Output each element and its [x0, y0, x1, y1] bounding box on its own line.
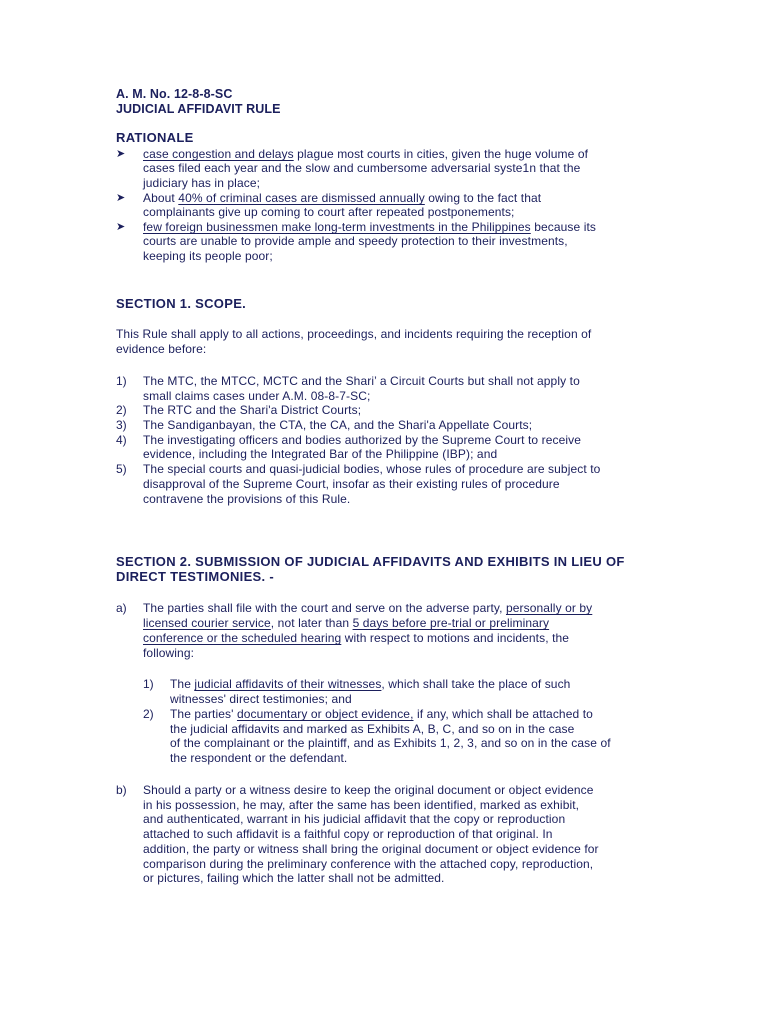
underlined-phrase: personally or by — [505, 601, 593, 615]
section-2-a-sub-1-line-2: witnesses' direct testimonies; and — [170, 692, 352, 706]
section-2-b-line-7: or pictures, failing which the latter shall not be admitted. — [143, 871, 445, 885]
rationale-bullet-3-line-2: courts are unable to provide ample and speedy protection to their investments, — [143, 234, 568, 248]
section-2-a-line-3: conference or the scheduled hearing with respect to motions and incidents, the — [143, 631, 570, 645]
underlined-phrase: case congestion and delays — [143, 147, 294, 161]
bullet-arrow-icon: ➤ — [116, 148, 126, 160]
bullet-arrow-icon: ➤ — [116, 221, 126, 233]
rationale-bullet-3-line-1: few foreign businessmen make long-term investments in the Philippines because its — [143, 220, 597, 234]
underlined-phrase: 5 days before pre-trial or preliminary — [352, 616, 550, 630]
section-2-a-line-1: The parties shall file with the court and serve on the adverse party, personally or by — [143, 601, 593, 615]
list-letter: a) — [116, 601, 127, 615]
list-number: 1) — [143, 677, 154, 691]
section-2-b-line-4: attached to such affidavit is a faithful copy or reproduction of that original. In — [143, 827, 553, 841]
section-2-heading-line-2: DIRECT TESTIMONIES. - — [116, 569, 274, 584]
document-title: JUDICIAL AFFIDAVIT RULE — [116, 102, 281, 116]
section-1-intro-line-1: This Rule shall apply to all actions, proceedings, and incidents requiring the reception of — [116, 327, 592, 341]
rationale-bullet-2-line-1: About 40% of criminal cases are dismissed annually owing to the fact that — [143, 191, 542, 205]
list-number: 2) — [116, 403, 127, 417]
rationale-bullet-3-line-3: keeping its people poor; — [143, 249, 273, 263]
rationale-bullet-1-line-1: case congestion and delays plague most courts in cities, given the huge volume of — [143, 147, 589, 161]
underlined-phrase: few foreign businessmen make long-term investments in the Philippines — [143, 220, 531, 234]
underlined-phrase: 40% of criminal cases are dismissed annually — [178, 191, 425, 205]
list-number: 2) — [143, 707, 154, 721]
section-2-a-sub-2-line-1: The parties' documentary or object evidence, if any, which shall be attached to — [170, 707, 593, 721]
section-2-a-sub-2-line-2: the judicial affidavits and marked as Exhibits A, B, C, and so on in the case — [170, 722, 575, 736]
section-1-intro-line-2: evidence before: — [116, 342, 207, 356]
underlined-phrase: documentary or object evidence, — [236, 707, 414, 721]
section-1-item-4-line-1: The investigating officers and bodies authorized by the Supreme Court to receive — [143, 433, 582, 447]
section-1-item-5-line-2: disapproval of the Supreme Court, insofar as their existing rules of procedure — [143, 477, 560, 491]
section-1-item-1-line-1: The MTC, the MTCC, MCTC and the Shari’ a Circuit Courts but shall not apply to — [143, 374, 580, 388]
section-2-heading-line-1: SECTION 2. SUBMISSION OF JUDICIAL AFFIDAVITS AND EXHIBITS IN LIEU OF — [116, 554, 625, 569]
underlined-phrase: judicial affidavits of their witnesses — [194, 677, 382, 691]
list-number: 4) — [116, 433, 127, 447]
bullet-arrow-icon: ➤ — [116, 192, 126, 204]
rationale-bullet-1-line-3: judiciary has in place; — [143, 176, 261, 190]
section-2-b-line-3: and authenticated, warrant in his judicial affidavit that the copy or reproduction — [143, 812, 566, 826]
section-1-item-3-line-1: The Sandiganbayan, the CTA, the CA, and the Shari'a Appellate Courts; — [143, 418, 533, 432]
list-number: 1) — [116, 374, 127, 388]
section-1-item-1-line-2: small claims cases under A.M. 08-8-7-SC; — [143, 389, 371, 403]
underlined-phrase: licensed courier service — [143, 616, 271, 630]
rationale-bullet-1-line-2: cases filed each year and the slow and cumbersome adversarial syste1n that the — [143, 161, 581, 175]
section-2-a-line-2: licensed courier service, not later than 5 days before pre-trial or preliminary — [143, 616, 550, 630]
section-1-item-2-line-1: The RTC and the Shari'a District Courts; — [143, 403, 362, 417]
list-number: 5) — [116, 462, 127, 476]
section-2-b-line-1: Should a party or a witness desire to keep the original document or object evidence — [143, 783, 594, 797]
section-2-a-line-4: following: — [143, 646, 195, 660]
section-2-b-line-6: comparison during the preliminary conference with the attached copy, reproduction, — [143, 857, 594, 871]
list-letter: b) — [116, 783, 127, 797]
list-number: 3) — [116, 418, 127, 432]
rationale-heading: RATIONALE — [116, 130, 194, 145]
section-2-b-line-2: in his possession, he may, after the same has been identified, marked as exhibit, — [143, 798, 580, 812]
section-1-item-4-line-2: evidence, including the Integrated Bar of the Philippine (IBP); and — [143, 447, 498, 461]
section-2-a-sub-2-line-4: the respondent or the defendant. — [170, 751, 348, 765]
rationale-bullet-2-line-2: complainants give up coming to court after repeated postponements; — [143, 205, 515, 219]
section-2-a-sub-2-line-3: of the complainant or the plaintiff, and as Exhibits 1, 2, 3, and so on in the case of — [170, 736, 611, 750]
section-2-b-line-5: addition, the party or witness shall bring the original document or object evidence for — [143, 842, 599, 856]
section-1-item-5-line-1: The special courts and quasi-judicial bodies, whose rules of procedure are subject to — [143, 462, 601, 476]
am-number: A. M. No. 12-8-8-SC — [116, 87, 233, 101]
section-2-a-sub-1-line-1: The judicial affidavits of their witnesses, which shall take the place of such — [170, 677, 571, 691]
section-1-item-5-line-3: contravene the provisions of this Rule. — [143, 492, 351, 506]
underlined-phrase: conference or the scheduled hearing — [143, 631, 342, 645]
section-1-heading: SECTION 1. SCOPE. — [116, 296, 247, 311]
